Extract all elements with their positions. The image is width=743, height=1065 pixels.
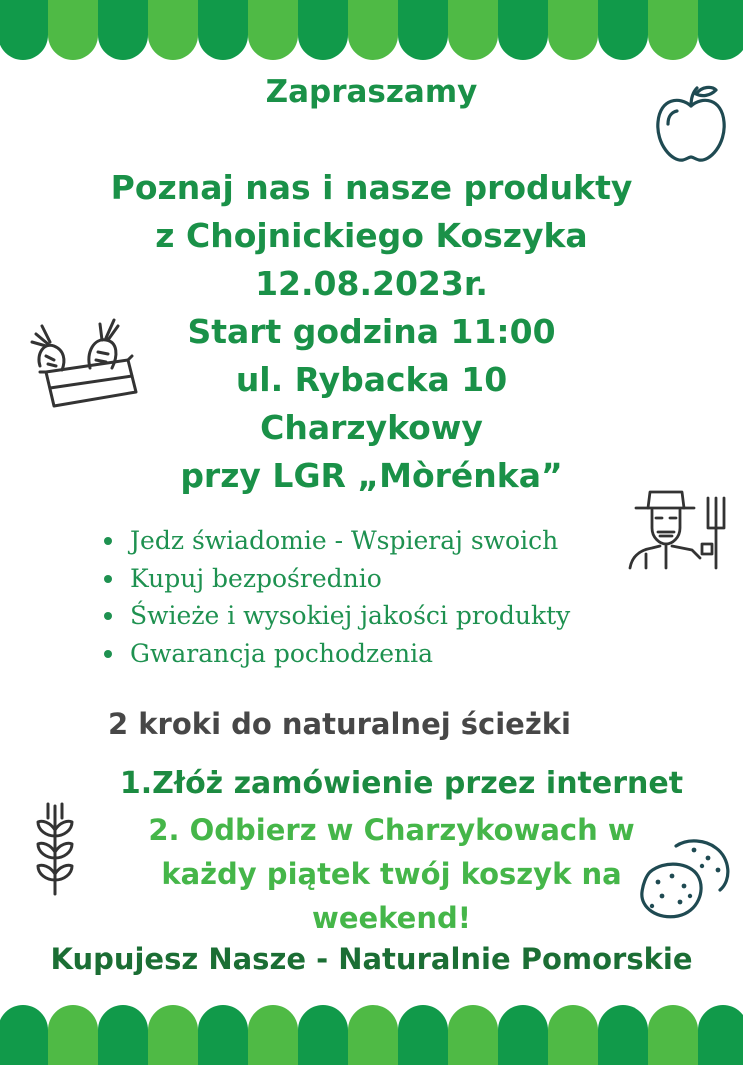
awning-scallop xyxy=(48,0,98,60)
event-line-intro: Poznaj nas i nasze produkty xyxy=(110,168,633,207)
awning-scallop xyxy=(248,1005,298,1065)
awning-scallop xyxy=(548,0,598,60)
wheat-icon xyxy=(30,800,80,896)
vegetable-crate-icon xyxy=(28,316,140,412)
awning-scallop xyxy=(48,1005,98,1065)
steps-title: 2 kroki do naturalnej ścieżki xyxy=(108,707,571,741)
awning-scallop xyxy=(98,1005,148,1065)
event-line-brand: z Chojnickiego Koszyka xyxy=(155,216,588,255)
event-date: 12.08.2023r. xyxy=(255,264,488,303)
awning-scallop xyxy=(498,1005,548,1065)
awning-scallop xyxy=(498,0,548,60)
event-venue: przy LGR „Mòrénka” xyxy=(180,456,563,495)
awning-scallop xyxy=(0,0,48,60)
awning-scallop xyxy=(598,0,648,60)
awning-scallop xyxy=(348,0,398,60)
step-two xyxy=(0,808,743,940)
event-start-time: Start godzina 11:00 xyxy=(187,312,556,351)
step-two-line: każdy piątek twój koszyk na xyxy=(161,857,622,891)
step-two-line: 2. Odbierz w Charzykowach w xyxy=(148,813,635,847)
awning-scallop xyxy=(198,0,248,60)
awning-scallop xyxy=(248,0,298,60)
potatoes-icon xyxy=(636,836,736,922)
awning-scallop xyxy=(298,1005,348,1065)
awning-scallop xyxy=(198,1005,248,1065)
awning-scallop xyxy=(698,0,743,60)
step-two-line: weekend! xyxy=(312,901,471,935)
bottom-awning-border xyxy=(0,1005,743,1065)
top-awning-border xyxy=(0,0,743,60)
footer-slogan: Kupujesz Nasze - Naturalnie Pomorskie xyxy=(50,942,693,976)
awning-scallop xyxy=(148,0,198,60)
awning-scallop xyxy=(698,1005,743,1065)
step-one: 1.Złóż zamówienie przez internet xyxy=(119,766,684,801)
list-item: Gwarancja pochodzenia xyxy=(104,635,570,673)
list-item: Kupuj bezpośrednio xyxy=(104,560,570,598)
awning-scallop xyxy=(398,0,448,60)
awning-scallop xyxy=(448,0,498,60)
awning-scallop xyxy=(648,0,698,60)
event-town: Charzykowy xyxy=(260,408,483,447)
list-item: Jedz świadomie - Wspieraj swoich xyxy=(104,522,570,560)
event-street: ul. Rybacka 10 xyxy=(235,360,508,399)
awning-scallop xyxy=(0,1005,48,1065)
apple-icon xyxy=(650,80,732,166)
awning-scallop xyxy=(348,1005,398,1065)
benefits-list xyxy=(104,522,570,672)
awning-scallop xyxy=(98,0,148,60)
awning-scallop xyxy=(648,1005,698,1065)
awning-scallop xyxy=(548,1005,598,1065)
invitation-title: Zapraszamy xyxy=(265,74,478,110)
awning-scallop xyxy=(398,1005,448,1065)
awning-scallop xyxy=(598,1005,648,1065)
farmer-icon xyxy=(622,488,736,570)
awning-scallop xyxy=(148,1005,198,1065)
awning-scallop xyxy=(298,0,348,60)
awning-scallop xyxy=(448,1005,498,1065)
list-item: Świeże i wysokiej jakości produkty xyxy=(104,597,570,635)
